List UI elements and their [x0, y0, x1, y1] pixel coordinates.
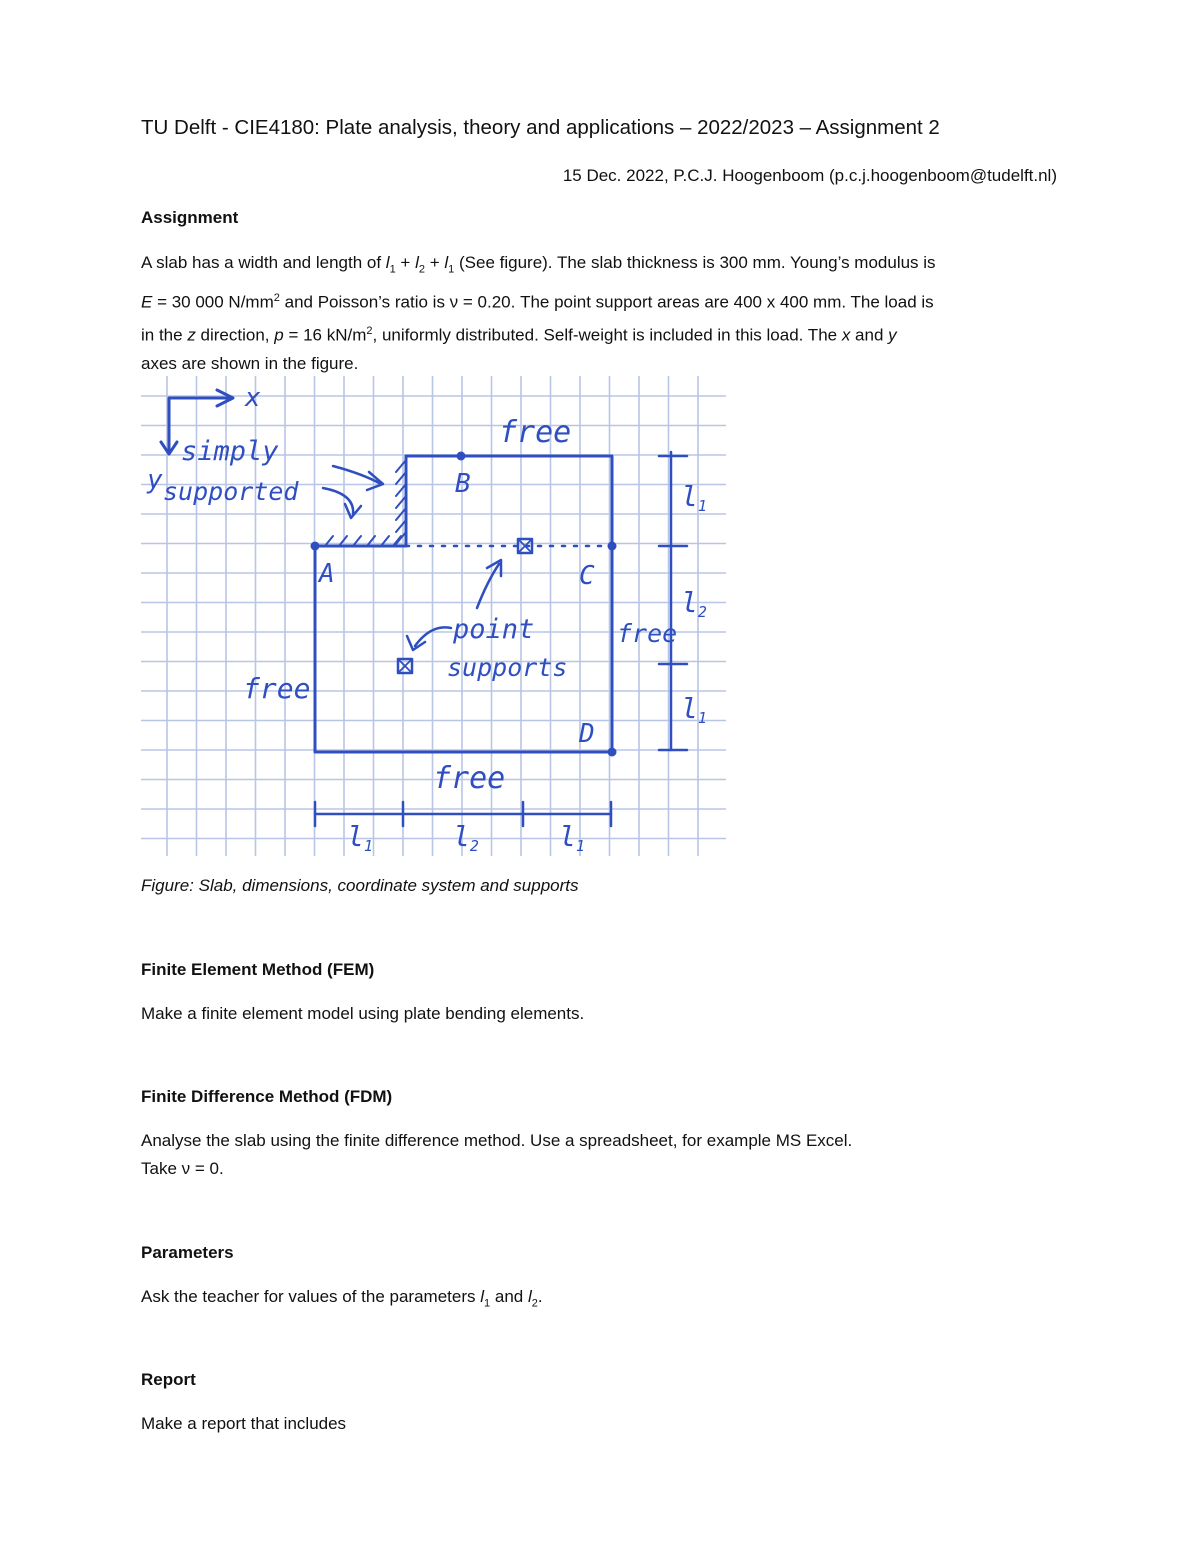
text-run: +	[424, 253, 445, 272]
text-run: axes are shown in the figure.	[141, 354, 359, 374]
superscript: 2	[366, 325, 373, 338]
fem-text: Make a finite element model using plate bending elements.	[141, 1004, 585, 1023]
subscript: 2	[531, 1297, 538, 1310]
dim-l1-top: l1	[681, 480, 707, 515]
text-run: +	[395, 253, 416, 272]
text-run: and	[490, 1287, 528, 1306]
symbol-l: l	[444, 253, 449, 272]
date-author-line: 15 Dec. 2022, P.C.J. Hoogenboom (p.c.j.hoogenboom@tudelft.nl)	[562, 166, 1057, 185]
text-run: in the	[141, 325, 188, 345]
fem-heading: Finite Element Method (FEM)	[141, 960, 375, 979]
report-heading: Report	[141, 1370, 196, 1389]
symbol-z: z	[187, 325, 196, 345]
subscript: 1	[448, 263, 455, 276]
superscript: 2	[273, 291, 280, 304]
free-bottom-label: free	[433, 761, 506, 796]
text-run: = 30 000 N/mm	[152, 292, 274, 312]
symbol-y: y	[888, 325, 897, 345]
symbol-e: E	[141, 292, 153, 312]
symbol-l: l	[385, 253, 390, 272]
dim-l1-right: l1	[559, 820, 585, 855]
text-run: and Poisson’s ratio is ν = 0.20. The point support areas are 400 x 400 mm. The load is	[279, 292, 934, 312]
text-run: direction,	[195, 325, 275, 345]
symbol-l: l	[527, 1287, 532, 1306]
corner-a-label: A	[319, 559, 335, 589]
subscript: 1	[484, 1297, 491, 1310]
supports-label: supports	[447, 653, 568, 682]
y-axis-label: y	[147, 465, 163, 495]
parameters-text	[141, 1283, 543, 1317]
text-run: Ask the teacher for values of the parameters	[141, 1287, 481, 1306]
x-axis-label: x	[245, 383, 261, 413]
fdm-text-2: Take ν = 0.	[141, 1159, 224, 1178]
supported-label: supported	[163, 477, 299, 506]
free-left-label: free	[243, 672, 311, 705]
corner-b-label: B	[455, 469, 471, 499]
subscript: 1	[389, 263, 396, 276]
subscript: 2	[418, 263, 425, 276]
dim-l1-bottom: l1	[681, 692, 707, 727]
symbol-p: p	[274, 325, 284, 345]
text-run: .	[537, 1287, 543, 1306]
dim-l1-left: l1	[347, 820, 373, 855]
point-label: point	[453, 614, 535, 645]
text-run: = 16 kN/m	[283, 325, 367, 345]
fdm-heading: Finite Difference Method (FDM)	[141, 1087, 393, 1106]
simply-label: simply	[181, 436, 279, 467]
assignment-paragraph	[141, 249, 1066, 379]
slab-figure	[141, 376, 726, 856]
parameters-heading: Parameters	[141, 1243, 234, 1262]
free-top-label: free	[499, 415, 572, 450]
text-run: A slab has a width and length of	[141, 253, 386, 272]
symbol-l: l	[480, 1287, 485, 1306]
corner-d-label: D	[579, 719, 595, 749]
dim-l2-right: l2	[681, 586, 707, 621]
report-text: Make a report that includes	[141, 1414, 347, 1433]
text-run: (See figure). The slab thickness is 300 mm. Young’s modulus is	[454, 253, 936, 272]
simply-supported-hatching	[315, 456, 406, 546]
corner-c-label: C	[579, 561, 595, 591]
fdm-text-1: Analyse the slab using the finite difference method. Use a spreadsheet, for example MS Excel.	[141, 1131, 853, 1150]
text-run: , uniformly distributed. Self-weight is included in this load. The	[372, 325, 842, 345]
symbol-l: l	[415, 253, 419, 272]
text-run: and	[850, 325, 889, 345]
free-right-label: free	[617, 619, 678, 648]
symbol-x: x	[841, 325, 851, 345]
figure-caption: Figure: Slab, dimensions, coordinate system and supports	[141, 876, 579, 895]
page-title: TU Delft - CIE4180: Plate analysis, theory and applications – 2022/2023 – Assignment 2	[141, 116, 940, 139]
dim-l2-bottom: l2	[453, 820, 479, 855]
assignment-heading: Assignment	[141, 208, 239, 227]
